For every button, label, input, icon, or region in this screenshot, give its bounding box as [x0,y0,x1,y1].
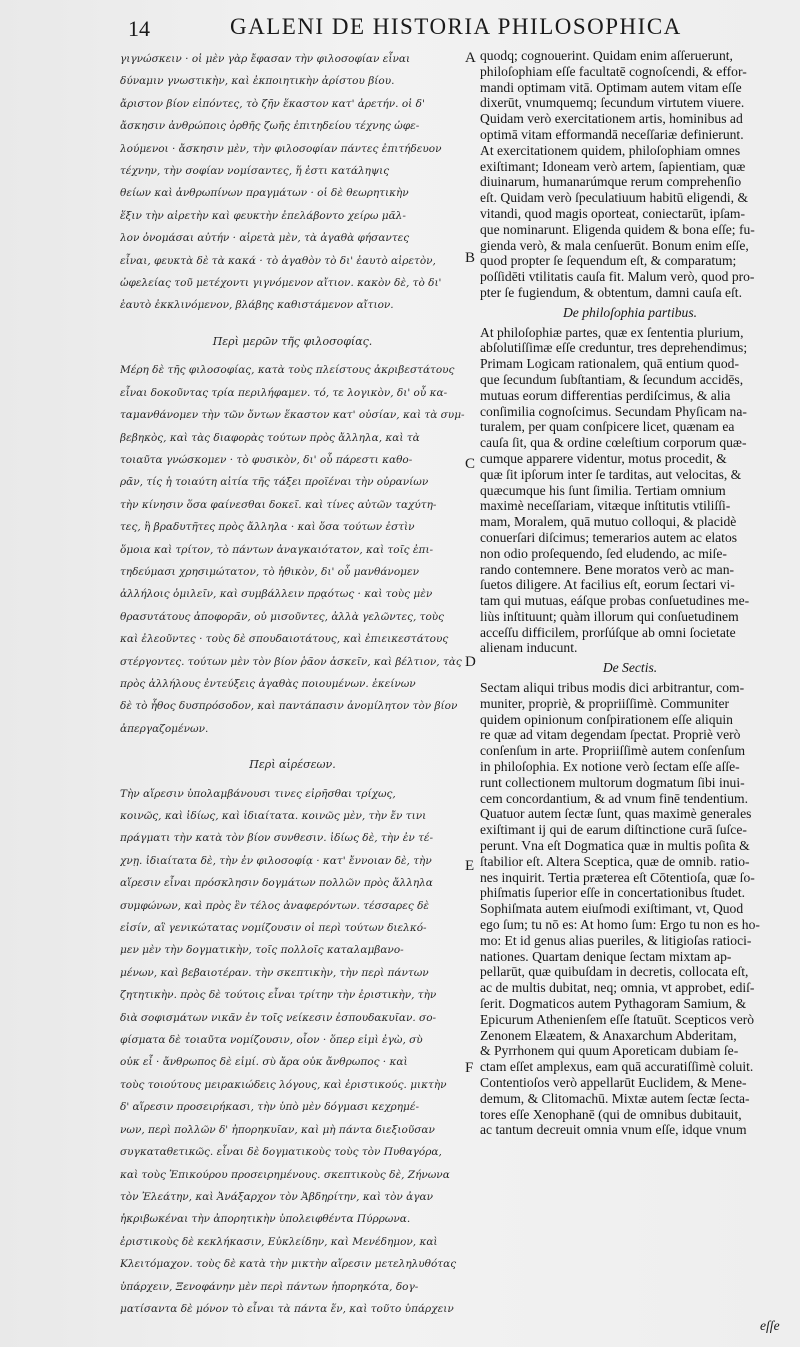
text-line: abſolutiſſimæ eſſe creduntur, tres deprehendimus; [480,340,748,356]
text-line: ταμανθάνομεν τὴν τῶν ὄντων ἕκαστον κατ' οὐσίαν, καὶ τὰ συμ- [120,409,465,422]
text-line: runt collectionem multorum dogmatum ſibi inui- [480,774,745,790]
text-line: Primam Logicam rationalem, quā entium quod- [480,356,739,372]
text-line: ὅμοια καὶ τρίτον, τὸ πάντων ἀναγκαιότατον, καὶ τοῖς ἐπι- [120,543,434,556]
text-line: κοινῶς, καὶ ἰδίως, καὶ ἰδιαίτατα. κοινῶς μὲν, τὴν ἔν τινι [120,810,427,822]
text-line: ρᾶν, τίς ἡ τοιαύτη αἰτία τῆς τάξει προϊέναι τὴν οὐρανίων [120,476,429,489]
text-line: maximè neceſſariam, vitæque inſtitutis vtiliſſi- [480,498,731,514]
page-number: 14 [128,16,150,41]
text-line: & Pyrrhonem qui quum Aporeticam dubiam ſe- [480,1043,739,1059]
text-line: ego ſum; tu nō es: At homo ſum: Ergo tu non es ho- [480,917,760,933]
text-line: λούμενοι · ἄσκησιν μὲν, τὴν φιλοσοφίαν πάντες ἐπιτήδευον [120,142,442,155]
latin-paragraph-2 [480,325,780,657]
text-line: τὸν Ἐλεάτην, καὶ Ἀνάξαρχον τὸν Ἀβδηρίτην, καὶ τὸν ἀγαν [120,1190,433,1203]
text-line: perunt. Vna eſt Dogmatica quæ in multis poſita & [480,838,750,854]
text-line: Zenonem Elæatem, & Anaxarchum Abderitam, [480,1027,737,1043]
text-line: γιγνώσκειν · οἱ μὲν γὰρ ἔφασαν τὴν φιλοσοφίαν εἶναι [120,53,411,65]
text-line: τοὺς τοιούτους μειρακιώδεις λόγους, καὶ ἐριστικούς. μικτὴν [120,1078,447,1091]
section-letter-f: F [465,1060,474,1076]
latin-paragraph-3 [480,680,780,1138]
text-line: Κλειτόμαχον. τοὺς δὲ κατὰ τὴν μικτὴν αἵρεσιν μετεληλυθότας [120,1258,457,1271]
text-line: alienam inducunt. [480,640,578,656]
text-line: vitandi, quod magis oporteat, coniectarūt, ipſam- [480,205,746,221]
text-line: exiſtimant ij qui de earum diſtinctione curā ſuſce- [480,822,747,838]
section-letter-b: B [465,250,476,266]
text-line: τὴν κίνησιν ὅσα φαίνεσθαι δοκεῖ. καὶ τίνες αὐτῶν ταχύτη- [120,498,437,511]
text-line: conſimilia cognoſcimus. Secundam Phyſicam na- [480,403,747,419]
text-line: τοιαῦτα γνώσκομεν · τὸ φυσικὸν, δι' οὗ πάρεστι καθο- [120,453,413,466]
page-header [0,14,800,48]
text-line: ctam eſſet amplexus, eam quā accuratiſſimè coluit. [480,1059,754,1075]
text-line: quidem opinionum conſpirationem eſſe aliquin [480,711,733,727]
text-line: νων, περὶ πολλῶν δ' ἠπορηκυῖαν, καὶ μὴ πάντα διεξιοῦσαν [120,1123,435,1136]
text-line: tores eſſe Xenophanē (qui de omnibus dubitauit, [480,1106,742,1122]
text-line: ἑαυτὸ ἐκκλινόμενον, βλάβης καθιστάμενον αἴτιον. [120,299,394,312]
text-line: cumque apparere videntur, motus procedit, & [480,450,727,466]
text-line: ac de multis dubitat, neq; omnia, vt approbet, ediſ- [480,980,755,996]
text-line: ζητητικὴν. πρὸς δὲ τούτοις εἶναι τρίτην τὴν ἐριστικὴν, τὴν [120,989,437,1002]
text-line: quæ ſit ipſorum inter ſe tarditas, aut velocitas, & [480,466,742,482]
text-line: μένων, καὶ βεβαιοτέραν. τὴν σκεπτικὴν, τὴν περὶ πάντων [120,966,429,979]
text-line: ſuetos diligere. At facilius eſt, eorum ſectari vi- [480,577,735,593]
text-line: τέχνην, τὴν σοφίαν νομίσαντες, ἥ ἐστι κατάληψις [120,165,390,178]
greek-section-heading-sects: Περὶ αἱρέσεων. [249,758,336,772]
text-line: μεν μὲν τὴν δογματικὴν, τοῖς πολλοῖς καταλαμβανο- [120,944,404,957]
text-line: mam, Moralem, quā mutuo colloqui, & placidè [480,514,737,530]
running-title: GALENI DE HISTORIA PHILOSOPHICA [230,14,682,39]
text-line: mutuas eorum differentias perdiſcimus, & alia [480,387,731,403]
greek-section-heading-parts: Περὶ μερῶν τῆς φιλοσοφίας. [212,334,373,348]
text-line: pellarūt, quæ quibuſdam in decretis, collocata eſt, [480,964,749,980]
text-line: nes inquirit. Tertia præterea eſt Cōtentioſa, quæ ſo- [480,869,755,885]
text-line: rando contemnere. Bene moratos verò ac man- [480,561,735,577]
text-line: At philoſophiæ partes, quæ ex ſententia plurium, [480,324,744,340]
text-line: mo: Et id genus alias pueriles, & litigioſas ratioci- [480,932,752,948]
text-line: liùs inſtituunt; quàm illorum qui conſuetudinem [480,608,739,624]
text-line: οὐκ εἶ · ἄνθρωπος δὲ εἰμί. σὺ ἄρα οὐκ ἄνθρωπος · καὶ [120,1056,408,1069]
text-line: ἀλλήλοις ὁμιλεῖν, καὶ συμβάλλειν πρᾳότως · καὶ τοὺς μὲν [120,588,433,601]
text-line: quod propter ſe ſequendum eſt, & comparatum; [480,253,737,269]
text-line: συμφώνων, καὶ πρὸς ἓν τέλος ἀναφερόντων. τέσσαρες δὲ [120,899,430,912]
text-line: ἄριστον βίον εἰπόντες, τὸ ζῆν ἕκαστον κατ' ἀρετήν. οἱ δ' [120,97,425,110]
text-line: re quæ ad vitam degendam ſpectat. Propriè verò [480,727,741,743]
text-line: exiſtimant; Idoneam verò artem, ſapientiam, quæ [480,158,746,174]
text-line: Sophiſmata autem eiuſmodi exiſtimant, vt, Quod [480,901,744,917]
text-line: ſerit. Dogmaticos autem Pythagoram Samium, & [480,996,747,1012]
text-line: in philoſophia. Ex notione verò ſectam eſſe aſſe- [480,759,740,775]
text-line: gienda verò, & mala cenſuerūt. Bonum enim eſſe, [480,237,749,253]
latin-paragraph-1 [480,48,780,301]
latin-section-heading-parts: De philoſophia partibus. [562,304,698,320]
section-letter-a: A [465,50,476,66]
text-line: At exercitationem quidem, philoſophiam omnes [480,142,741,158]
text-line: τηδεύμασι χρησιμώτατον, τὸ ἠθικὸν, δι' οὗ μανθάνομεν [120,565,419,578]
text-line: ἐριστικοὺς δὲ κεκλήκασιν, Εὐκλείδην, καὶ Μενέδημον, καὶ [120,1235,438,1248]
latin-section-heading-sects: De Sectis. [602,660,658,676]
text-line: diuinarum, humanarúmque rerum comprehenſio [480,174,742,190]
text-line: καὶ τοὺς Ἐπικούρου προσειρημένους. σκεπτικοὺς δὲ, Ζήνωνα [120,1168,450,1181]
text-line: φίσματα δὲ τοιαῦτα νομίζουσιν, οἷον · ὅπερ εἰμὶ ἐγὼ, σὺ [120,1034,423,1047]
text-line: εἰσίν, αἳ γενικώτατας νομίζουσιν οἱ περὶ τούτων διελκό- [120,922,427,935]
catchword: eſſe [760,1318,780,1333]
latin-text-column [480,48,780,1138]
text-line: δ' αἵρεσιν προσειρήκασι, τὴν ὑπὸ μὲν δόγμασι κεχρημέ- [120,1101,420,1114]
text-line: Μέρη δὲ τῆς φιλοσοφίας, κατὰ τοὺς πλείστους ἀκριβεστάτους [120,364,455,377]
text-line: que nominarunt. Eligenda quidem & bona eſſe; fu- [480,221,755,237]
text-line: quodq; cognouerint. Quidam enim aſſeruerunt, [480,48,733,63]
text-line: δύναμιν γνωστικὴν, καὶ ἐκποιητικὴν ἀρίστου βίου. [120,75,395,88]
text-line: στέργοντες. τούτων μὲν τὸν βίον ῥᾶον ἀσκεῖν, καὶ βέλτιον, τὰς [120,655,462,668]
text-line: καὶ ἐλεοῦντες · τοὺς δὲ σπουδαιοτάτους, καὶ ἐπιεικεστάτους [120,633,449,646]
text-line: Epicurum Athenienſem eſſe ſtatuūt. Scepticos verò [480,1011,755,1027]
text-line: que ſecundum ſubſtantiam, & ſecundum accidēs, [480,371,744,387]
text-line: εἶναι, φευκτὰ δὲ τὰ κακά · τὸ ἀγαθὸν τὸ δι' ἑαυτὸ αἱρετὸν, [120,254,436,267]
text-line: conuerſari diſcimus; temerarios autem ac elatos [480,529,738,545]
text-line: muniter, propriè, & propriiſſimè. Communiter [480,695,730,711]
text-line: ἠκριβωκέναι τὴν ἀπορητικὴν ὑπολειφθέντα Πύρρωνα. [120,1213,411,1226]
text-line: πράγματι τὴν κατὰ τὸν βίον συνθεσιν. ἰδίως δὲ, τὴν ἐν τέ- [120,832,434,845]
text-line: cem concordantium, & ad vnum finē tendentium. [480,790,749,806]
text-line: ἀπεργαζομένων. [120,722,209,735]
text-line: ἕξιν τὴν αἱρετὴν καὶ φευκτὴν ἐπελάβοντο χείρω μᾶλ- [120,209,406,222]
text-line: Sectam aliqui tribus modis dici arbitrantur, com- [480,680,745,696]
text-line: ὑπάρχειν, Ξενοφάνην μὲν περὶ πάντων ἠπορηκότα, δογ- [120,1280,419,1293]
text-line: poſſidēti vtilitatis cauſa fit. Malum verò, quod pro- [480,269,755,285]
text-line: turalem, per quam conſpicere licet, quænam ea [480,419,735,435]
text-line: δὲ τὸ ἦθος δυσπρόσοδον, καὶ παντάπασιν ἀνομίλητον τὸν βίον [120,700,458,713]
text-line: θείων καὶ ἀνθρωπίνων πραγμάτων · οἱ δὲ θεωρητικὴν [120,187,409,200]
text-line: εἶναι δοκοῦντας τρία περιλήφαμεν. τό, τε λογικὸν, δι' οὗ κα- [120,386,448,399]
text-line: mandi optimam vitā. Optimam autem vitam eſſe [480,79,742,95]
text-line: cauſa ſit, qua & ordine cœleſtium corporum quæ- [480,435,747,451]
text-line: Τὴν αἵρεσιν ὑπολαμβάνουσι τινες εἰρῆσθαι τρίχως, [120,787,396,800]
text-line: eſt. Quidam verò ſpeculatiuum habitū eligendi, & [480,190,749,206]
text-line: χνῃ. ἰδιαίτατα δὲ, τὴν ἐν φιλοσοφίᾳ · κατ' ἔννοιαν δὲ, τὴν [120,854,432,867]
text-line: αἵρεσιν εἶναι πρόσκλησιν δογμάτων πολλῶν πρὸς ἄλληλα [120,877,433,890]
text-line: pter ſe fugiendum, & obtentum, damni cauſa eſt. [480,284,742,300]
section-letter-d: D [465,654,476,670]
text-line: acceſſu difficilem, prorſúſque ab omni ſocietate [480,624,736,640]
text-line: ὠφελείας τοῦ μετέχοντι γιγνόμενον αἴτιον. κακὸν δὲ, τὸ δι' [120,277,442,290]
text-line: Quatuor autem ſectæ ſunt, quas maximè generales [480,806,752,822]
text-line: dixerūt, vnumquemq; ſecundum virtutem viuere. [480,95,745,111]
text-line: tam qui mutuas, eáſque probas conſuetudines me- [480,593,750,609]
text-line: Quidam verò exercitationem artis, hominibus ad [480,111,743,127]
greek-text-column [120,48,465,1320]
text-line: ἄσκησιν ἀνθρώποις ὀρθῆς ζωῆς ἐπιτηδείου τέχνης ὠφε- [120,120,420,133]
section-letter-e: E [465,858,475,874]
text-line: ſtabilior eſt. Altera Sceptica, quæ de omnib. ratio- [480,853,750,869]
text-line: quæcumque his ſunt ſimilia. Tertiam omnium [480,482,726,498]
text-line: διὰ σοφισμάτων νικᾶν ἐν τοῖς νείκεσιν ἐσπουδακυῖαν. σο- [120,1011,437,1024]
greek-paragraph-1 [120,48,465,317]
text-line: ac tantum decreuit omnia vnum eſſe, idque vnum [480,1122,747,1138]
text-line: optimā vitam efformandā neceſſariæ definierunt. [480,126,744,142]
text-line: θρασυτάτους ἀποφορᾶν, οὐ μισοῦντες, ἀλλὰ γελῶντες, τοὺς [120,610,445,623]
text-line: nationes. Quartam denique ſectam mixtam ap- [480,948,732,964]
greek-paragraph-3 [120,783,465,1321]
text-line: τες, ἢ βραδυτῆτες πρὸς ἄλληλα · καὶ ὅσα τούτων ἐστὶν [120,521,415,534]
text-line: demum, & Clitomachū. Mixtæ autem ſectæ ſecta- [480,1090,750,1106]
text-line: ματίσαντα δὲ μόνον τὸ εἶναι τὰ πάντα ἕν, καὶ τοῦτο ὑπάρχειν [120,1302,454,1315]
text-line: συγκαταθετικῶς. εἶναι δὲ δογματικοὺς τοὺς τὸν Πυθαγόρα, [120,1146,442,1159]
text-line: πρὸς ἀλλήλους ἐντεύξεις ἀγαθὰς ποιουμένων. ἐκείνων [120,677,416,690]
text-line: conſenſum in arte. Propriiſſimè autem conſenſum [480,743,746,759]
text-line: philoſophiam eſſe facultatē cognoſcendi, & effor- [480,63,747,79]
text-line: βεβηκὸς, καὶ τὰς διαφορὰς τούτων πρὸς ἄλληλα, καὶ τὰ [120,431,420,444]
greek-paragraph-2 [120,359,465,740]
text-line: λον ὀνομάσαι αὐτήν · αἱρετὰ μὲν, τὰ ἀγαθὰ φήσαντες [120,232,410,245]
section-letter-c: C [465,456,476,472]
text-line: non odio proſequendo, ſed eludendo, ac miſe- [480,545,727,561]
text-line: Contentioſos verò appellarūt Euclidem, & Mene- [480,1075,747,1090]
text-line: phiſmatis ſuperior eſſe in concertationibus ſtudet. [480,885,746,901]
